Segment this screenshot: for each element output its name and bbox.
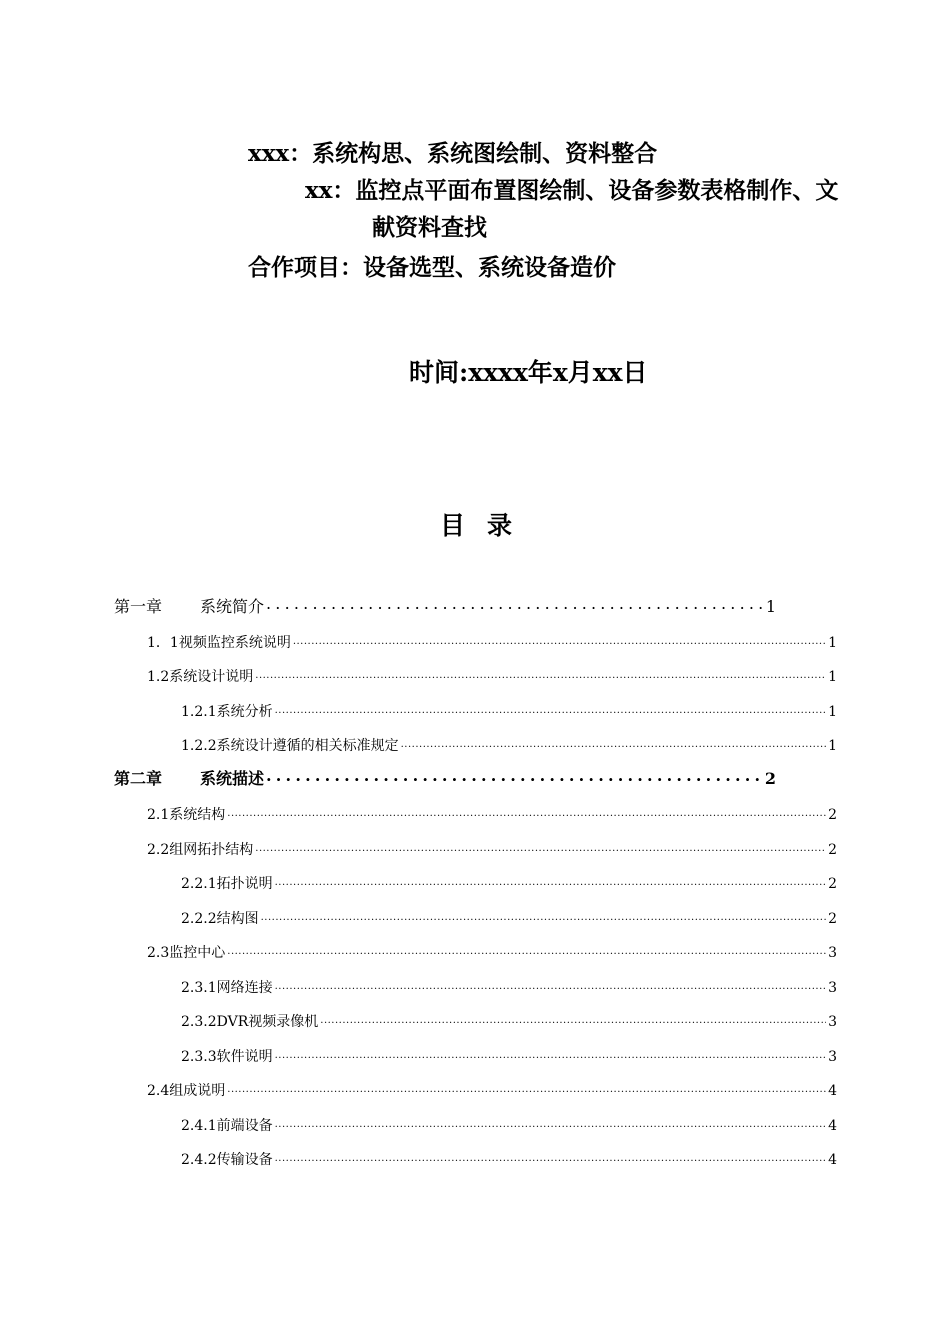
toc-leader: [275, 1047, 826, 1061]
toc-page-number: 1: [828, 635, 837, 651]
toc-entry-label: 2.2组网拓扑结构: [147, 842, 254, 858]
toc-page-number: 1: [828, 738, 837, 754]
toc-page-number: 3: [828, 1014, 837, 1030]
toc-leader: [275, 702, 826, 716]
toc-page-number: 2: [828, 807, 837, 823]
toc-entry[interactable]: [181, 909, 837, 928]
toc-entry[interactable]: [181, 1012, 837, 1031]
credit-line-3: 合作项目：设备选型、系统设备造价: [248, 254, 616, 281]
toc-page-number: 4: [828, 1118, 837, 1134]
toc-entry-label: 2.3.1网络连接: [181, 980, 273, 996]
toc-chapter-number: 第二章: [114, 769, 163, 788]
toc-entry-label: 1．1视频监控系统说明: [147, 635, 291, 651]
toc-entry[interactable]: [181, 1150, 837, 1169]
toc-page-number: 4: [828, 1083, 837, 1099]
toc-entry[interactable]: [181, 1116, 837, 1135]
toc-leader: [255, 840, 826, 854]
toc-page-number: 3: [828, 945, 837, 961]
toc-entry-label: 2.4.1前端设备: [181, 1118, 273, 1134]
toc-page-number: 1: [828, 669, 837, 685]
toc-page-number: 2: [828, 842, 837, 858]
toc-entry-label: 2.3.2DVR视频录像机: [181, 1014, 319, 1030]
toc-entry-label: 2.3.3软件说明: [181, 1049, 273, 1065]
toc-entry[interactable]: [147, 1081, 837, 1100]
toc-entry-chapter-2[interactable]: [114, 769, 776, 789]
toc-page-number: 1: [828, 704, 837, 720]
toc-leader: [227, 943, 826, 957]
toc-leader: [293, 633, 826, 647]
toc-entry[interactable]: [181, 1047, 837, 1066]
toc-page-number: 1: [765, 597, 776, 616]
toc-leader: [266, 770, 763, 784]
toc-leader: [255, 667, 826, 681]
toc-entry-label: 2.1系统结构: [147, 807, 226, 823]
toc-entry[interactable]: [147, 633, 837, 652]
toc-entry-label: 2.4组成说明: [147, 1083, 226, 1099]
toc-leader: [275, 1150, 826, 1164]
toc-entry-label: 系统描述: [200, 769, 265, 788]
toc-page-number: 2: [828, 911, 837, 927]
toc-chapter-number: 第一章: [114, 597, 163, 616]
toc-entry[interactable]: [147, 667, 837, 686]
toc-entry-label: 2.2.2结构图: [181, 911, 259, 927]
credit-line-2: xx：监控点平面布置图绘制、设备参数表格制作、文: [305, 177, 839, 204]
toc-entry-label: 2.4.2传输设备: [181, 1152, 273, 1168]
toc-entry[interactable]: [147, 840, 837, 859]
toc-leader: [227, 1081, 826, 1095]
toc-leader: [266, 598, 764, 612]
toc-entry[interactable]: [181, 874, 837, 893]
toc-entry-label: 1.2.2系统设计遵循的相关标准规定: [181, 738, 399, 754]
toc-page-number: 3: [828, 1049, 837, 1065]
toc-entry-chapter-1[interactable]: [114, 597, 776, 617]
toc-entry[interactable]: [147, 943, 837, 962]
toc-leader: [227, 805, 826, 819]
toc-entry[interactable]: [181, 702, 837, 721]
toc-page-number: 2: [828, 876, 837, 892]
toc-title: 目录: [440, 511, 535, 540]
document-date: 时间:xxxx年x月xx日: [409, 358, 648, 387]
toc-page-number: 4: [828, 1152, 837, 1168]
toc-leader: [275, 1116, 826, 1130]
toc-leader: [401, 736, 826, 750]
toc-leader: [275, 978, 826, 992]
toc-page-number: 3: [828, 980, 837, 996]
toc-entry[interactable]: [181, 978, 837, 997]
toc-entry-label: 1.2.1系统分析: [181, 704, 273, 720]
toc-page-number: 2: [764, 769, 776, 788]
credit-line-2-continued: 献资料查找: [372, 214, 487, 241]
toc-entry-label: 2.3监控中心: [147, 945, 226, 961]
toc-entry-label: 1.2系统设计说明: [147, 669, 254, 685]
toc-leader: [261, 909, 826, 923]
toc-entry[interactable]: [147, 805, 837, 824]
toc-leader: [320, 1012, 826, 1026]
toc-entry-label: 系统简介: [200, 597, 265, 616]
toc-entry[interactable]: [181, 736, 837, 755]
toc-entry-label: 2.2.1拓扑说明: [181, 876, 273, 892]
credit-line-1: xxx：系统构思、系统图绘制、资料整合: [248, 140, 658, 167]
toc-leader: [275, 874, 826, 888]
